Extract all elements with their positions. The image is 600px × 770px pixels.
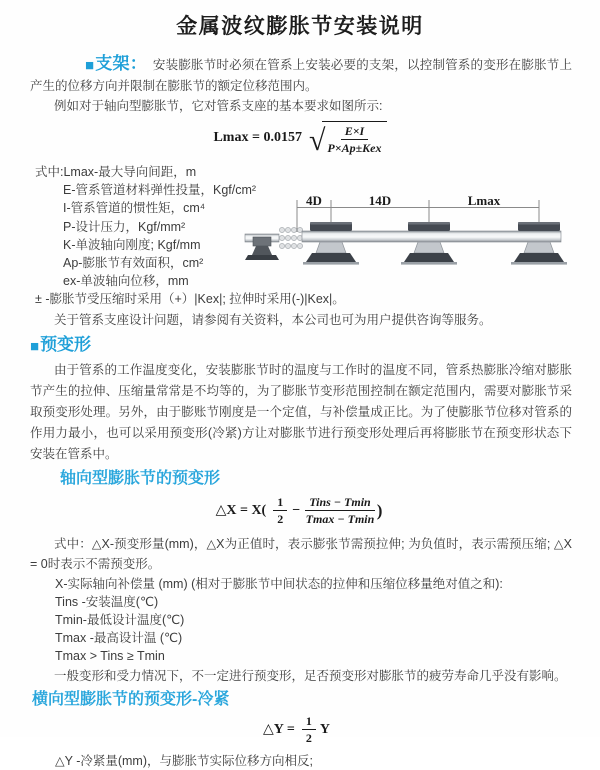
fraction-numerator: Tins − Tmin — [305, 495, 375, 511]
fraction-denominator: Tmax − Tmin — [305, 512, 375, 527]
preform-section-heading-row — [30, 335, 600, 357]
support-note-text: 关于管系支座设计问题，请参阅有关资料，本公司也可为用户提供咨询等服务。 — [54, 312, 492, 327]
delta-y-formula — [0, 714, 600, 746]
definition-line: X-实际轴向补偿量 (mm) (相对于膨胀节中间状态的拉伸和压缩位移量绝对值之和): — [55, 576, 503, 591]
fraction-numerator: 1 — [302, 714, 316, 730]
dim-label-4d: 4D — [306, 193, 322, 208]
definition-line: ex-单波轴向位移，mm — [63, 274, 189, 289]
axial-explain-text: 式中：△X-预变形量(mm)，△X为正值时，表示膨张节需预拉伸; 为负值时，表示需预压缩; △X = 0时表示不需预变形。 — [30, 536, 572, 571]
axial-definition-list — [55, 575, 600, 666]
preform-body-text: 由于管系的工作温度变化，安装膨胀节时的温度与工作时的温度不同，管系热膨胀冷缩对膨胀节产生的拉伸、压缩量常常是不均等的，为了膨胀节变形范围控制在额定范围内，需要对膨胀节采取预变形处理。另外，由于膨账节刚度是一个定值，与补偿量成正比。为了使膨胀节位移对管系的作用力最小，也可以采用预变形(冷紧)方让对膨胀节进行预变形处理后再将膨胀节在预变形状态下安装在管系中。 — [30, 362, 572, 461]
bellows-icon — [279, 227, 302, 248]
sqrt-radical-sign: √ — [308, 124, 326, 157]
fraction-numerator: E×I — [341, 124, 369, 140]
dim-label-14d: 14D — [368, 193, 392, 208]
half-fraction — [273, 495, 287, 526]
axial-subheading: 轴向型膨胀节的预变形 — [60, 469, 221, 487]
definition-line: K-单波轴向刚度; Kgf/mm — [63, 237, 201, 252]
formula-lhs: △X = X( — [215, 503, 267, 519]
support-section-heading: 支架： — [95, 54, 147, 73]
lateral-subheading: 横向型膨胀节的预变形-冷紧 — [32, 690, 230, 708]
fraction-denominator: 2 — [305, 731, 312, 746]
support-intro-paragraph — [30, 54, 572, 96]
dim-label-lmax: Lmax — [467, 193, 501, 208]
pipe-guide-support — [401, 222, 457, 265]
minus-sign: − — [292, 502, 301, 518]
pipe-support-diagram — [243, 194, 597, 290]
right-paren: ) — [376, 500, 383, 520]
formula-lhs: △Y = — [263, 722, 295, 738]
lmax-formula — [0, 120, 600, 156]
delta-y-definition-text: △Y -冷紧量(mm)，与膨胀节实际位移方向相反; — [55, 753, 313, 768]
page-title: 金属波纹膨胀节安装说明 — [176, 15, 424, 38]
formula-rhs: Y — [319, 721, 330, 737]
preform-section-heading: 预变形 — [40, 334, 92, 354]
definition-line: 式中:Lmax-最大导向间距，m — [35, 165, 197, 179]
formula-lhs: Lmax = 0.0157 — [213, 130, 302, 145]
fraction-denominator: 2 — [277, 512, 284, 527]
definition-line: ± -膨胀节受压缩时采用（+）|Kex|; 拉伸时采用(-)|Kex|。 — [35, 292, 345, 307]
support-example-text: 例如对于轴向型膨胀节，它对管系支座的基本要求如图所示: — [54, 99, 383, 113]
definition-line: Tmax > Tins ≥ Tmin — [55, 649, 165, 664]
fraction-denominator: P×Ap±Kex — [327, 141, 382, 155]
definition-line: E-管系管道材料弹性投量，Kgf/cm² — [63, 183, 257, 198]
half-fraction — [302, 714, 316, 745]
fraction — [327, 124, 381, 155]
support-intro-text: 安装膨胀节时必须在管系上安装必要的支架，以控制管系的变形在膨胀节上产生的位移方向并限制在膨胀节的额定位移范围内。 — [30, 58, 573, 93]
fraction-numerator: 1 — [273, 495, 287, 511]
definition-line: Tmax -最高设计温 (℃) — [55, 631, 183, 646]
temperature-fraction — [305, 495, 375, 526]
delta-x-formula — [0, 492, 600, 530]
pipe-guide-support — [511, 222, 567, 265]
radicand — [322, 121, 386, 155]
section-square-icon: ■ — [85, 57, 95, 74]
pipe-guide-support — [303, 222, 359, 265]
axial-conclusion-text: 一般变形和受力情况下，不一定进行预变形，足否预变形对膨胀节的疲劳寿命几乎没有影响。 — [54, 668, 567, 683]
section-square-icon: ■ — [30, 337, 40, 355]
definition-line: I-管系管道的惯性矩，cm⁴ — [63, 201, 206, 216]
definition-line: Tmin-最低设计温度(℃) — [55, 613, 185, 628]
definition-line: P-设计压力，Kgf/mm² — [63, 219, 186, 234]
definition-line: Ap-膨胀节有效面积，cm² — [63, 256, 204, 271]
pipe — [302, 231, 561, 242]
definition-line: Tins -安装温度(℃) — [55, 594, 159, 609]
